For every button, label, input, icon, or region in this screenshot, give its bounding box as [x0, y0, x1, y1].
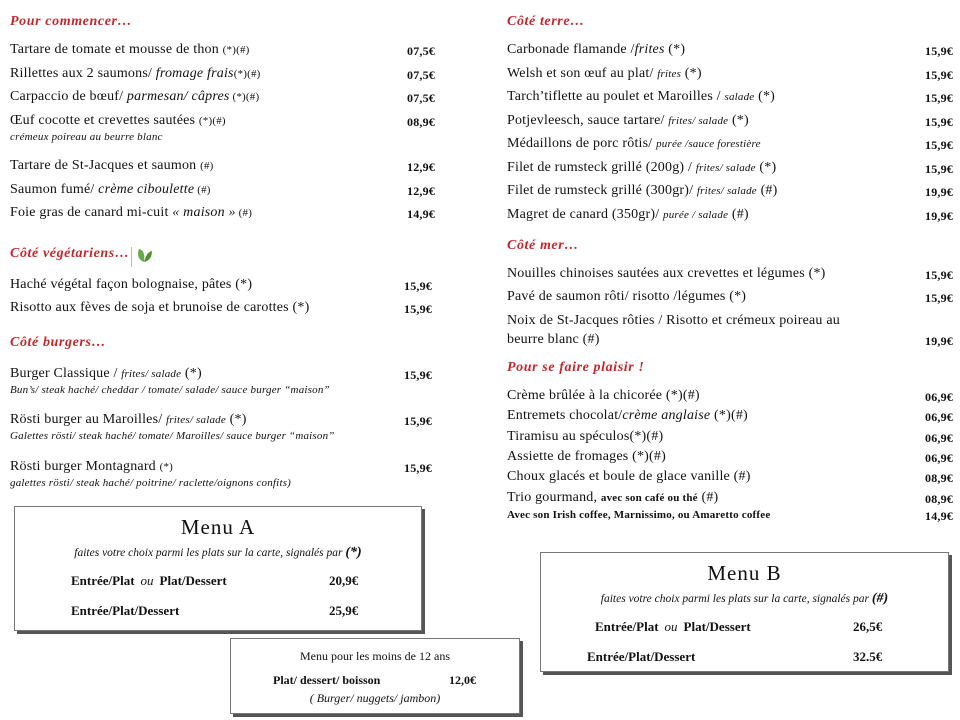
section-title-vegetarian: Côté végétariens…: [10, 246, 155, 267]
menu-a-price-1: 20,9€: [329, 573, 359, 588]
menu-b-title: Menu B: [707, 561, 782, 585]
menu-item: Rösti burger Montagnard (*) 15,9€ galettes rösti/ steak haché/ poitrine/ raclette/oignons confits): [10, 459, 432, 489]
kids-menu-price: 12,0€: [449, 673, 476, 687]
section-title-desserts: Pour se faire plaisir !: [507, 360, 645, 375]
menu-b-option-1: Entrée/Plat ou Plat/Dessert: [595, 619, 751, 634]
section-title-sea: Côté mer…: [507, 238, 579, 253]
menu-a-subtitle: faites votre choix parmi les plats sur la carte, signalés par (*): [74, 545, 362, 560]
kids-menu-box: [230, 638, 520, 714]
menu-b-option-2: Entrée/Plat/Dessert: [587, 649, 696, 664]
menu-b-subtitle: faites votre choix parmi les plats sur la carte, signalés par (#): [600, 591, 889, 606]
menu-item: Noix de St-Jacques rôties / Risotto et crémeux poireau au beurre blanc (#) 19,9€: [507, 313, 953, 348]
section-title-land: Côté terre…: [507, 14, 585, 29]
menu-item: Œuf cocotte et crevettes sautées (*)(#) 08,9€ crémeux poireau au beurre blanc: [10, 113, 435, 143]
kids-menu-detail: ( Burger/ nuggets/ jambon): [309, 691, 441, 705]
menu-item: Rösti burger au Maroilles/ frites/ salade (*) 15,9€ Galettes rösti/ steak haché/ tomate/ Maroilles/ sauce burger “maison”: [10, 412, 432, 442]
menu-a-option-1: Entrée/Plat ou Plat/Dessert: [71, 573, 227, 588]
menu-item: Burger Classique / frites/ salade (*) 15,9€ Bun’s/ steak haché/ cheddar / tomate/ salade/ sauce burger “maison”: [10, 366, 432, 396]
section-title-starters: Pour commencer…: [10, 14, 133, 29]
section-title-burgers: Côté burgers…: [10, 335, 107, 350]
menu-b-price-1: 26,5€: [853, 619, 883, 634]
menu-a-option-2: Entrée/Plat/Dessert: [71, 603, 180, 618]
menu-a-title: Menu A: [180, 515, 256, 539]
menu-a-price-2: 25,9€: [329, 603, 359, 618]
menu-b-box: [540, 552, 949, 672]
kids-menu-option: Plat/ dessert/ boisson: [273, 673, 381, 687]
kids-menu-title: Menu pour les moins de 12 ans: [300, 649, 450, 663]
menu-b-price-2: 32.5€: [853, 649, 883, 664]
menu-a-box: [14, 506, 422, 631]
leaf-icon: [131, 247, 155, 267]
